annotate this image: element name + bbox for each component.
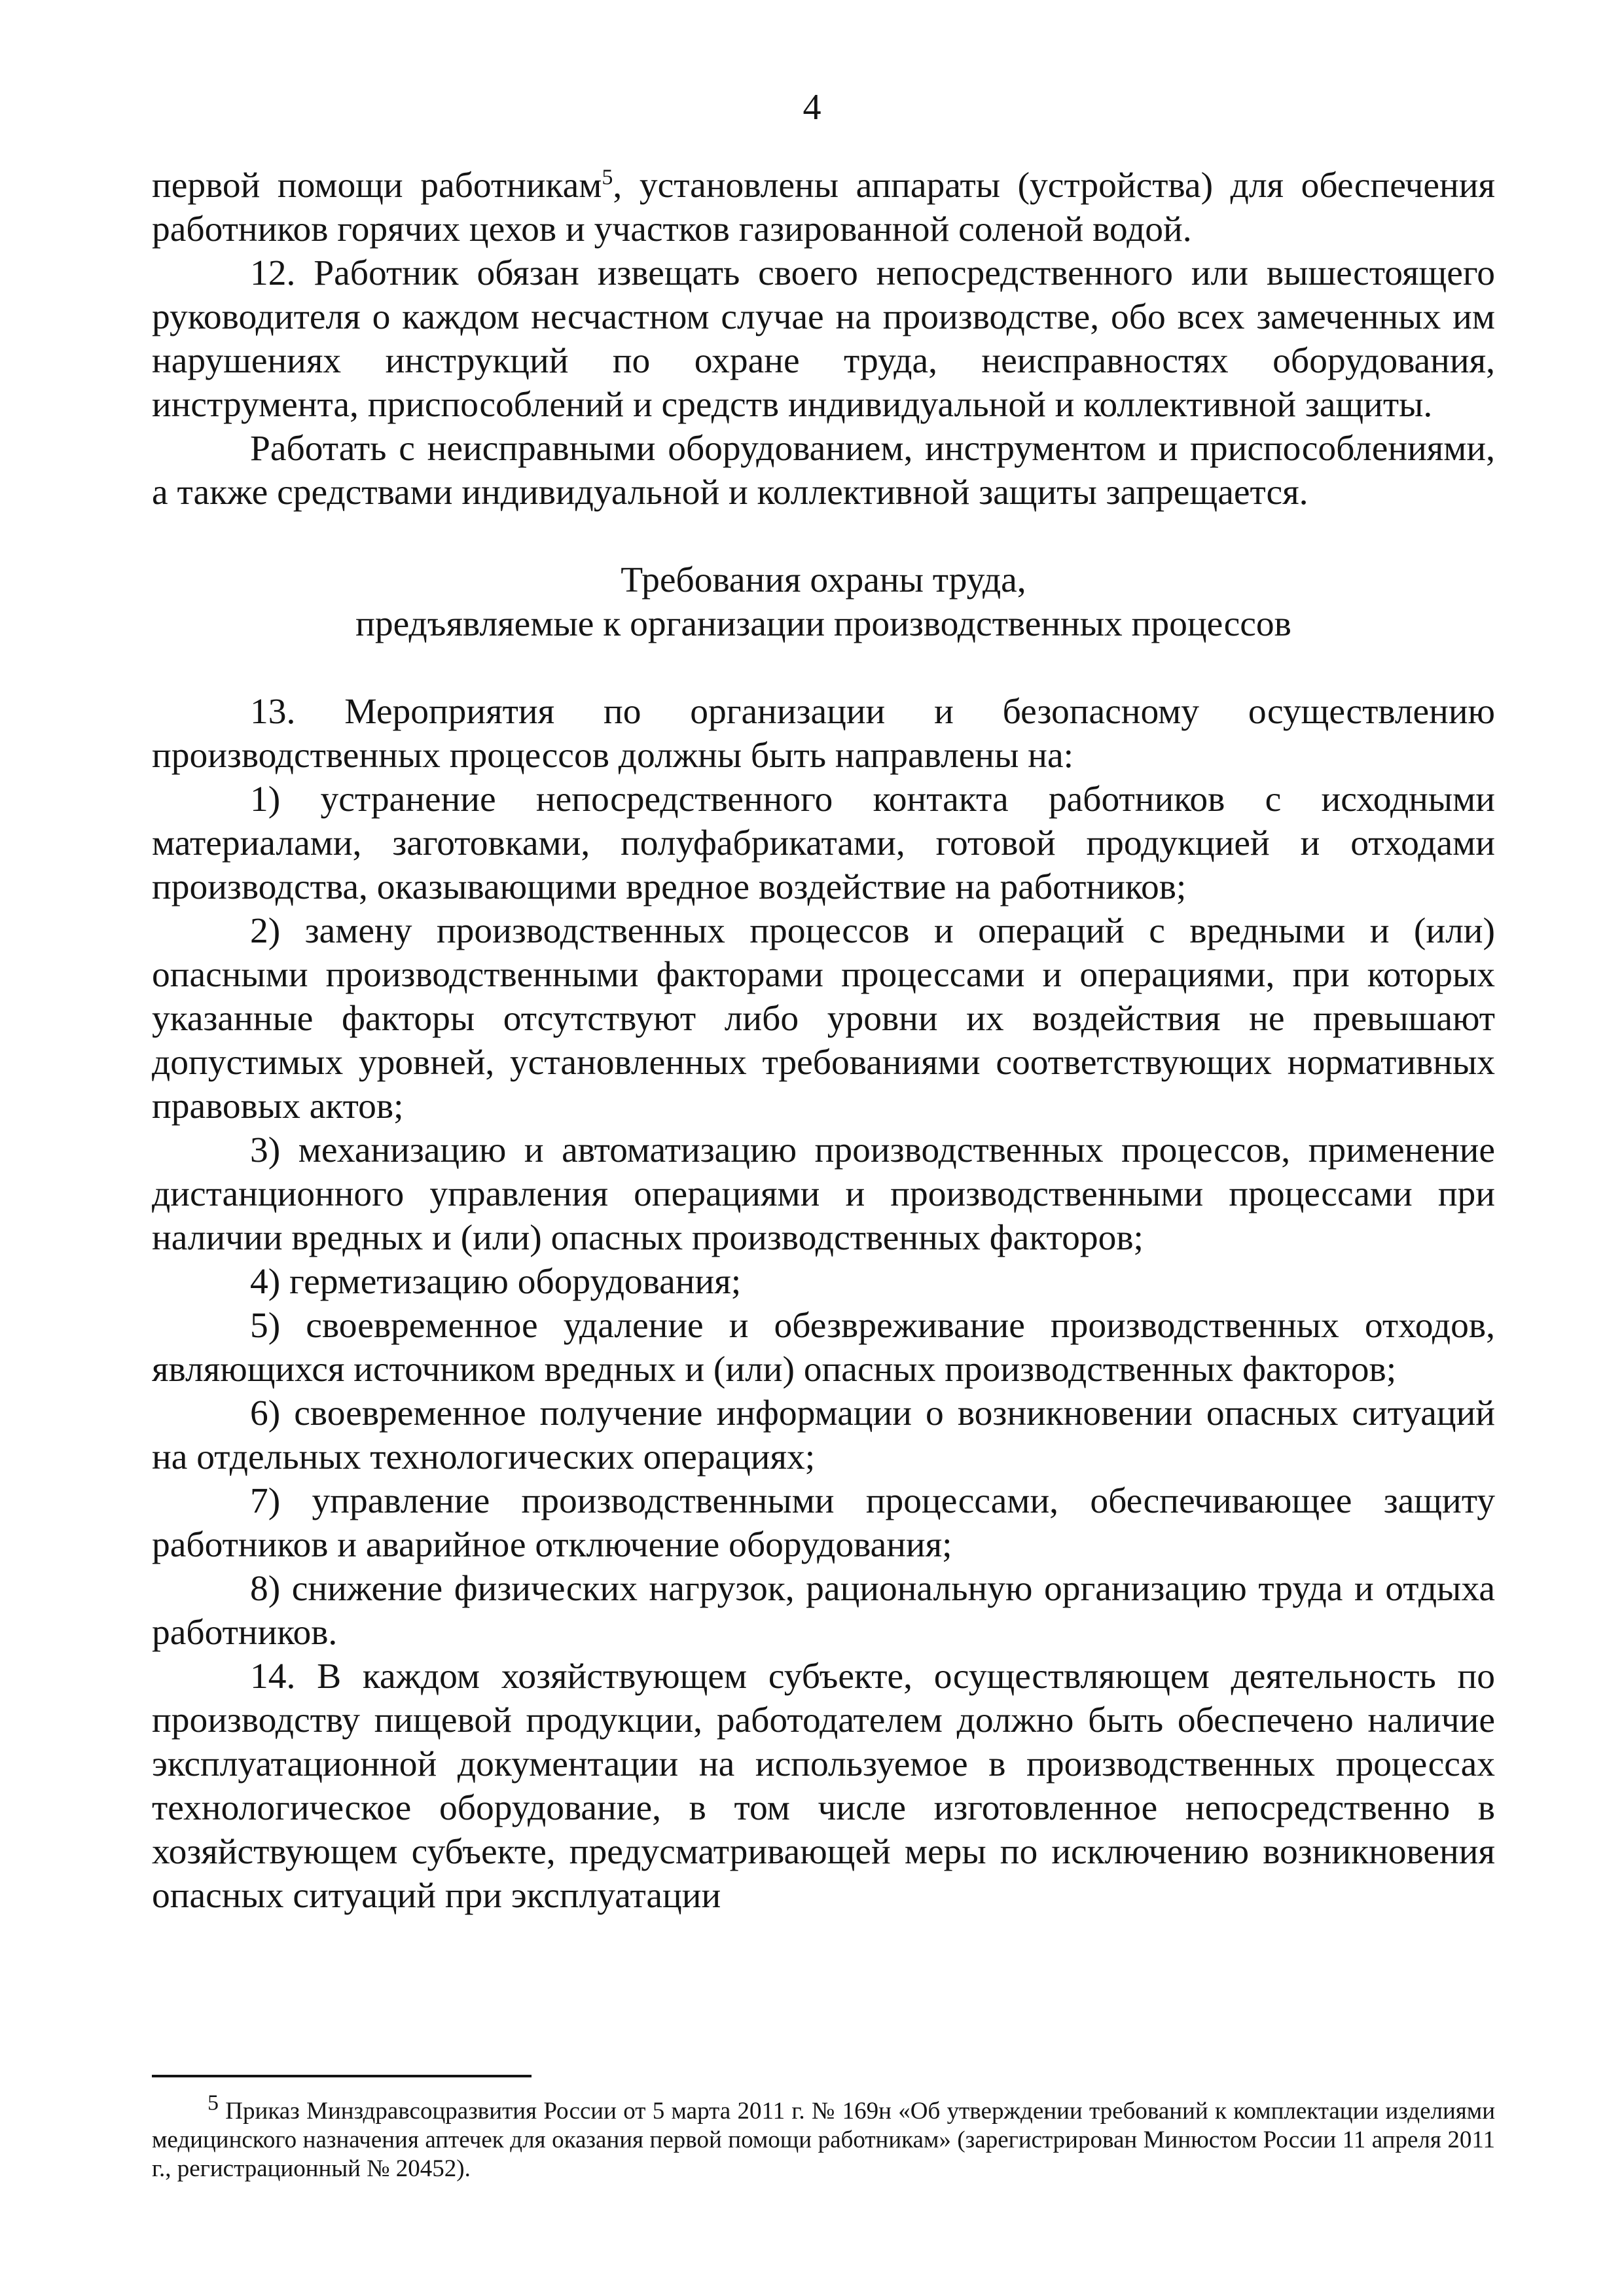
item-13-point-7: 7) управление производственными процессами, обеспечивающее защиту работников и аварийное отключение оборудования; bbox=[152, 1481, 1495, 1565]
item-13-point-8: 8) снижение физических нагрузок, рациональную организацию труда и отдыха работников. bbox=[152, 1569, 1495, 1653]
section-heading bbox=[152, 558, 1495, 646]
footnote-text: Приказ Минздравсоцразвития России от 5 марта 2011 г. № 169н «Об утверждении требований к комплектации изделиями медицинского назначения аптечек для оказания первой помощи работникам» (зарегистрирован Минюстом России 11 апреля 2011 г., регистрационный № 20452). bbox=[152, 2098, 1495, 2182]
item-12-prohibition-paragraph: Работать с неисправными оборудованием, инструментом и приспособлениями, а также средствами индивидуальной и коллективной защиты запрещается. bbox=[152, 429, 1495, 512]
intro-text-after-note: , установлены аппараты (устройства) для обеспечения работников горячих цехов и участков газированной соленой водой. bbox=[152, 166, 1495, 249]
document-body bbox=[152, 164, 1495, 1918]
item-13-point-6: 6) своевременное получение информации о возникновении опасных ситуаций на отдельных технологических операциях; bbox=[152, 1393, 1495, 1477]
footnote-separator bbox=[152, 2075, 532, 2077]
item-13-point-5: 5) своевременное удаление и обезвреживание производственных отходов, являющихся источником вредных и (или) опасных производственных факторов; bbox=[152, 1306, 1495, 1390]
intro-text-before-note: первой помощи работникам bbox=[152, 166, 602, 206]
item-12-paragraph: 12. Работник обязан извещать своего непосредственного или вышестоящего руководителя о каждом несчастном случае на производстве, обо всех замеченных им нарушениях инструкций по охране труда, неисправностях оборудования, инструмента, приспособлений и средств индивидуальной и коллективной защиты. bbox=[152, 253, 1495, 425]
intro-paragraph bbox=[152, 164, 1495, 251]
item-14-paragraph: 14. В каждом хозяйствующем субъекте, осуществляющем деятельность по производству пищевой продукции, работодателем должно быть обеспечено наличие эксплуатационной документации на используемое в производственных процессах технологическое оборудование, в том числе изготовленное непосредственно в хозяйствующем субъекте, предусматривающей меры по исключению возникновения опасных ситуаций при эксплуатации bbox=[152, 1657, 1495, 1916]
footnote-reference: 5 bbox=[602, 165, 613, 190]
section-heading-line-2: предъявляемые к организации производственных процессов bbox=[355, 604, 1291, 644]
section-heading-line-1: Требования охраны труда, bbox=[621, 560, 1026, 600]
footnote bbox=[152, 2090, 1495, 2183]
item-13-point-2: 2) замену производственных процессов и операций с вредными и (или) опасными производственными факторами процессами и операциями, при которых указанные факторы отсутствуют либо уровни их воздействия не превышают допустимых уровней, установленных требованиями соответствующих нормативных правовых актов; bbox=[152, 911, 1495, 1126]
footnote-mark: 5 bbox=[208, 2090, 219, 2115]
page-number: 4 bbox=[803, 87, 821, 128]
item-13-point-4: 4) герметизацию оборудования; bbox=[250, 1262, 742, 1302]
item-13-point-3: 3) механизацию и автоматизацию производственных процессов, применение дистанционного управления операциями и производственными процессами при наличии вредных и (или) опасных производственных факторов; bbox=[152, 1130, 1495, 1258]
item-13-point-1: 1) устранение непосредственного контакта работников с исходными материалами, заготовками, полуфабрикатами, готовой продукцией и отходами производства, оказывающими вредное воздействие на работников; bbox=[152, 780, 1495, 907]
item-13-intro: 13. Мероприятия по организации и безопасному осуществлению производственных процессов должны быть направлены на: bbox=[152, 692, 1495, 776]
